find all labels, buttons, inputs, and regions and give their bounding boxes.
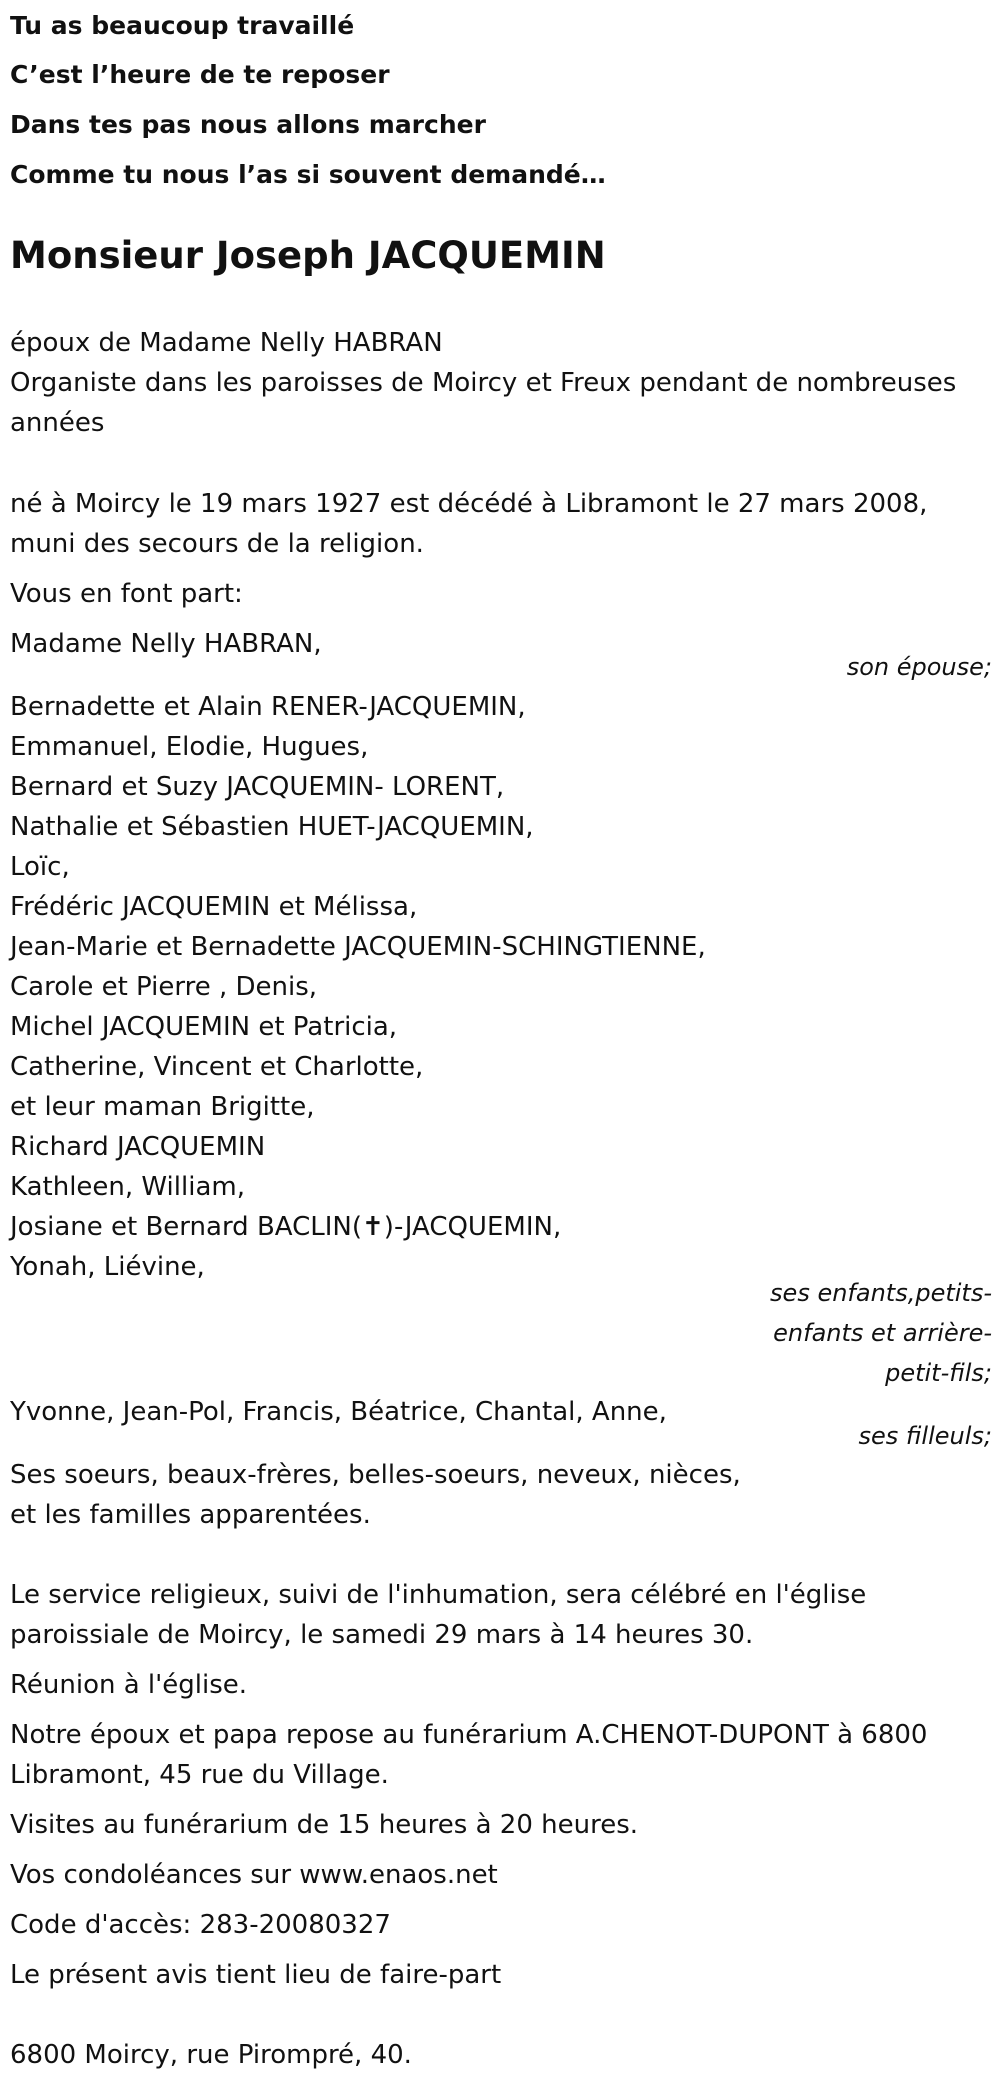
notice-line: Le présent avis tient lieu de faire-part	[10, 1960, 502, 1990]
family-member-line: Josiane et Bernard BACLIN(✝)-JACQUEMIN,	[10, 1212, 562, 1242]
family-member-line: Bernadette et Alain RENER-JACQUEMIN,	[10, 692, 526, 722]
deceased-name: Monsieur Joseph JACQUEMIN	[10, 234, 606, 277]
spouse-role: son épouse;	[846, 653, 992, 681]
occupation-line: années	[10, 408, 105, 438]
children-role: ses enfants,petits-	[770, 1279, 992, 1307]
family-member-line: Yonah, Liévine,	[10, 1252, 205, 1282]
meeting-line: Réunion à l'église.	[10, 1670, 248, 1700]
children-role: petit-fils;	[885, 1359, 992, 1387]
godchildren-role: ses filleuls;	[858, 1422, 992, 1450]
children-role: enfants et arrière-	[773, 1319, 992, 1347]
family-member-line: Catherine, Vincent et Charlotte,	[10, 1052, 424, 1082]
family-address: 6800 Moircy, rue Pirompré, 40.	[10, 2040, 412, 2070]
family-member-line: Richard JACQUEMIN	[10, 1132, 266, 1162]
family-member-line: Kathleen, William,	[10, 1172, 245, 1202]
family-member-line: Michel JACQUEMIN et Patricia,	[10, 1012, 398, 1042]
extended-family-line: Ses soeurs, beaux-frères, belles-soeurs, neveux, nièces,	[10, 1460, 741, 1490]
family-member-line: Frédéric JACQUEMIN et Mélissa,	[10, 892, 418, 922]
birth-death-line: né à Moircy le 19 mars 1927 est décédé à Libramont le 27 mars 2008,	[10, 489, 928, 519]
visits-line: Visites au funérarium de 15 heures à 20 heures.	[10, 1810, 639, 1840]
ceremony-line: paroissiale de Moircy, le samedi 29 mars à 14 heures 30.	[10, 1620, 754, 1650]
condolences-line: Vos condoléances sur www.enaos.net	[10, 1860, 498, 1890]
funeral-home-line: Libramont, 45 rue du Village.	[10, 1760, 389, 1790]
spouse-line: époux de Madame Nelly HABRAN	[10, 328, 443, 358]
funeral-home-line: Notre époux et papa repose au funérarium A.CHENOT-DUPONT à 6800	[10, 1720, 928, 1750]
family-member-line: et leur maman Brigitte,	[10, 1092, 315, 1122]
poem-line: Tu as beaucoup travaillé	[10, 11, 355, 40]
announcement-intro: Vous en font part:	[10, 579, 243, 609]
occupation-line: Organiste dans les paroisses de Moircy et Freux pendant de nombreuses	[10, 368, 957, 398]
family-member-line: Nathalie et Sébastien HUET-JACQUEMIN,	[10, 812, 534, 842]
extended-family-line: et les familles apparentées.	[10, 1500, 371, 1530]
access-code-line: Code d'accès: 283-20080327	[10, 1910, 391, 1940]
spouse-name: Madame Nelly HABRAN,	[10, 629, 322, 659]
family-member-line: Loïc,	[10, 852, 70, 882]
poem-line: Dans tes pas nous allons marcher	[10, 110, 486, 139]
poem-line: C’est l’heure de te reposer	[10, 60, 390, 89]
birth-death-line: muni des secours de la religion.	[10, 529, 424, 559]
family-member-line: Emmanuel, Elodie, Hugues,	[10, 732, 369, 762]
ceremony-line: Le service religieux, suivi de l'inhumation, sera célébré en l'église	[10, 1580, 867, 1610]
family-member-line: Carole et Pierre , Denis,	[10, 972, 318, 1002]
godchildren-line: Yvonne, Jean-Pol, Francis, Béatrice, Chantal, Anne,	[10, 1397, 667, 1427]
poem-line: Comme tu nous l’as si souvent demandé…	[10, 160, 606, 189]
family-member-line: Bernard et Suzy JACQUEMIN- LORENT,	[10, 772, 505, 802]
family-member-line: Jean-Marie et Bernadette JACQUEMIN-SCHINGTIENNE,	[10, 932, 706, 962]
